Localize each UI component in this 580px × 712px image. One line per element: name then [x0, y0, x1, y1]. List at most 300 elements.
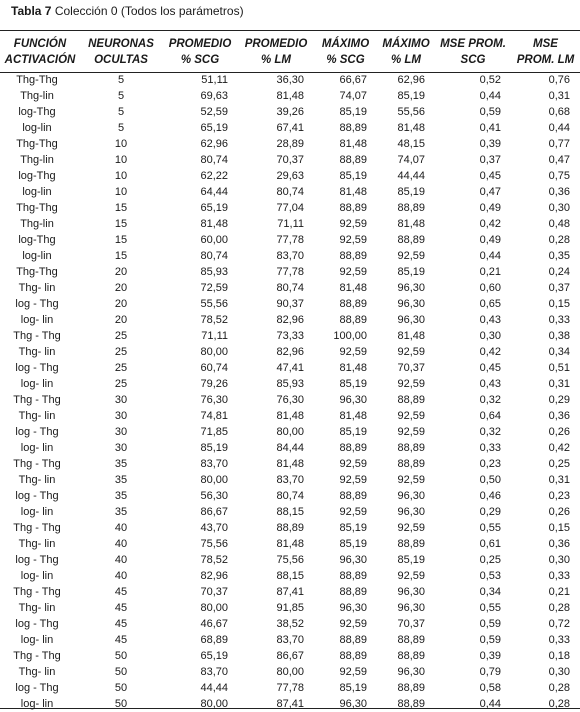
max-scg-cell: 74,07 — [339, 90, 367, 102]
max-scg-cell: 96,30 — [339, 394, 367, 406]
avg-scg-cell: 86,67 — [200, 506, 228, 518]
table-row — [0, 664, 580, 680]
avg-scg-cell: 60,74 — [200, 362, 228, 374]
max-scg-cell: 81,48 — [339, 410, 367, 422]
table-row — [0, 152, 580, 168]
table-row — [0, 536, 580, 552]
max-lm-cell: 88,89 — [397, 202, 425, 214]
table-row — [0, 248, 580, 264]
mse-scg-cell: 0,49 — [479, 202, 501, 214]
neurons-cell: 45 — [114, 618, 128, 630]
col-subheader-scg: SCG — [460, 54, 486, 66]
max-scg-cell: 92,59 — [339, 474, 367, 486]
activation-cell: Thg-Thg — [16, 138, 58, 150]
table-row — [0, 232, 580, 248]
mse-scg-cell: 0,43 — [479, 314, 501, 326]
max-scg-cell: 92,59 — [339, 346, 367, 358]
avg-scg-cell: 62,22 — [200, 170, 228, 182]
mse-scg-cell: 0,55 — [479, 522, 501, 534]
avg-scg-cell: 85,19 — [200, 442, 228, 454]
max-lm-cell: 62,96 — [397, 74, 425, 86]
avg-scg-cell: 80,74 — [200, 154, 228, 166]
max-scg-cell: 88,89 — [339, 122, 367, 134]
col-subheader-activacion: ACTIVACIÓN — [4, 54, 76, 66]
avg-lm-cell: 81,48 — [276, 538, 304, 550]
neurons-cell: 35 — [114, 474, 128, 486]
mse-lm-cell: 0,15 — [548, 522, 570, 534]
table-row — [0, 328, 580, 344]
activation-cell: Thg-Thg — [16, 202, 58, 214]
avg-lm-cell: 81,48 — [276, 458, 304, 470]
avg-lm-cell: 91,85 — [276, 602, 304, 614]
max-scg-cell: 96,30 — [339, 698, 367, 710]
max-scg-cell: 88,89 — [339, 490, 367, 502]
avg-lm-cell: 82,96 — [276, 346, 304, 358]
neurons-cell: 5 — [117, 106, 125, 118]
mse-scg-cell: 0,39 — [479, 138, 501, 150]
mse-scg-cell: 0,59 — [479, 634, 501, 646]
mse-scg-cell: 0,59 — [479, 106, 501, 118]
max-scg-cell: 81,48 — [339, 282, 367, 294]
col-header-mse-scg: MSE PROM. — [440, 38, 506, 50]
mse-lm-cell: 0,28 — [548, 234, 570, 246]
table-row — [0, 312, 580, 328]
mse-lm-cell: 0,30 — [548, 202, 570, 214]
avg-scg-cell: 83,70 — [200, 666, 228, 678]
mse-scg-cell: 0,45 — [479, 170, 501, 182]
mse-scg-cell: 0,60 — [479, 282, 501, 294]
results-table — [0, 36, 580, 712]
avg-scg-cell: 76,30 — [200, 394, 228, 406]
table-row — [0, 360, 580, 376]
activation-cell: Thg - Thg — [13, 394, 61, 406]
table-caption-label: Tabla 7 — [11, 4, 52, 18]
activation-cell: log- lin — [20, 442, 54, 454]
table-row — [0, 440, 580, 456]
max-scg-cell: 88,89 — [339, 298, 367, 310]
col-subheader-max-pct-lm: % LM — [390, 54, 422, 66]
activation-cell: Thg - Thg — [13, 586, 61, 598]
max-lm-cell: 88,89 — [397, 682, 425, 694]
avg-scg-cell: 72,59 — [200, 282, 228, 294]
activation-cell: log- lin — [20, 378, 54, 390]
neurons-cell: 50 — [114, 698, 128, 710]
avg-lm-cell: 86,67 — [276, 650, 304, 662]
mse-scg-cell: 0,44 — [479, 90, 501, 102]
avg-lm-cell: 36,30 — [276, 74, 304, 86]
max-scg-cell: 85,19 — [339, 170, 367, 182]
neurons-cell: 25 — [114, 330, 128, 342]
mse-lm-cell: 0,30 — [548, 666, 570, 678]
mse-scg-cell: 0,47 — [479, 186, 501, 198]
avg-scg-cell: 82,96 — [200, 570, 228, 582]
avg-lm-cell: 77,78 — [276, 234, 304, 246]
avg-scg-cell: 43,70 — [200, 522, 228, 534]
table-row — [0, 264, 580, 280]
mse-lm-cell: 0,24 — [548, 266, 570, 278]
mse-scg-cell: 0,25 — [479, 554, 501, 566]
avg-lm-cell: 77,04 — [276, 202, 304, 214]
max-scg-cell: 96,30 — [339, 554, 367, 566]
table-row — [0, 632, 580, 648]
table-row — [0, 72, 580, 88]
max-scg-cell: 92,59 — [339, 234, 367, 246]
table-row — [0, 600, 580, 616]
activation-cell: log- lin — [20, 570, 54, 582]
activation-cell: log-lin — [22, 122, 52, 134]
mse-scg-cell: 0,30 — [479, 330, 501, 342]
col-header-neuronas: NEURONAS — [88, 38, 154, 50]
neurons-cell: 40 — [114, 538, 128, 550]
max-scg-cell: 85,19 — [339, 426, 367, 438]
avg-scg-cell: 65,19 — [200, 122, 228, 134]
avg-lm-cell: 87,41 — [276, 698, 304, 710]
mse-scg-cell: 0,21 — [479, 266, 501, 278]
activation-cell: log - Thg — [15, 298, 59, 310]
neurons-cell: 15 — [114, 250, 128, 262]
max-lm-cell: 96,30 — [397, 298, 425, 310]
neurons-cell: 25 — [114, 346, 128, 358]
avg-lm-cell: 39,26 — [276, 106, 304, 118]
neurons-cell: 50 — [114, 666, 128, 678]
max-scg-cell: 81,48 — [339, 186, 367, 198]
mse-scg-cell: 0,49 — [479, 234, 501, 246]
mse-lm-cell: 0,31 — [548, 378, 570, 390]
mse-lm-cell: 0,51 — [548, 362, 570, 374]
neurons-cell: 10 — [114, 138, 128, 150]
mse-lm-cell: 0,38 — [548, 330, 570, 342]
avg-scg-cell: 80,00 — [200, 602, 228, 614]
neurons-cell: 40 — [114, 522, 128, 534]
max-scg-cell: 81,48 — [339, 362, 367, 374]
neurons-cell: 25 — [114, 378, 128, 390]
neurons-cell: 5 — [117, 90, 125, 102]
mse-lm-cell: 0,36 — [548, 186, 570, 198]
activation-cell: log - Thg — [15, 618, 59, 630]
table-row — [0, 504, 580, 520]
table-row — [0, 408, 580, 424]
table-row — [0, 520, 580, 536]
activation-cell: Thg- lin — [18, 282, 56, 294]
col-subheader-prom-lm: PROM. LM — [516, 54, 575, 66]
avg-scg-cell: 80,00 — [200, 474, 228, 486]
table-row — [0, 168, 580, 184]
mse-lm-cell: 0,75 — [548, 170, 570, 182]
max-scg-cell: 100,00 — [333, 330, 367, 342]
mse-scg-cell: 0,34 — [479, 586, 501, 598]
activation-cell: Thg-lin — [20, 154, 54, 166]
mse-scg-cell: 0,42 — [479, 218, 501, 230]
max-lm-cell: 92,59 — [397, 474, 425, 486]
avg-lm-cell: 90,37 — [276, 298, 304, 310]
max-scg-cell: 85,19 — [339, 538, 367, 550]
avg-scg-cell: 56,30 — [200, 490, 228, 502]
table-row — [0, 280, 580, 296]
max-lm-cell: 74,07 — [397, 154, 425, 166]
activation-cell: Thg-Thg — [16, 266, 58, 278]
neurons-cell: 45 — [114, 634, 128, 646]
max-lm-cell: 88,89 — [397, 634, 425, 646]
table-top-rule — [0, 30, 580, 31]
avg-lm-cell: 75,56 — [276, 554, 304, 566]
avg-scg-cell: 62,96 — [200, 138, 228, 150]
mse-scg-cell: 0,44 — [479, 698, 501, 710]
avg-lm-cell: 67,41 — [276, 122, 304, 134]
mse-scg-cell: 0,50 — [479, 474, 501, 486]
table-row — [0, 216, 580, 232]
avg-lm-cell: 80,74 — [276, 490, 304, 502]
mse-scg-cell: 0,45 — [479, 362, 501, 374]
avg-scg-cell: 75,56 — [200, 538, 228, 550]
activation-cell: log- lin — [20, 506, 54, 518]
avg-lm-cell: 80,00 — [276, 666, 304, 678]
activation-cell: Thg-lin — [20, 90, 54, 102]
table-row — [0, 696, 580, 712]
max-lm-cell: 96,30 — [397, 602, 425, 614]
table-row — [0, 136, 580, 152]
col-subheader-pct-scg: % SCG — [180, 54, 220, 66]
max-lm-cell: 70,37 — [397, 618, 425, 630]
max-lm-cell: 92,59 — [397, 410, 425, 422]
table-row — [0, 88, 580, 104]
avg-lm-cell: 29,63 — [276, 170, 304, 182]
mse-lm-cell: 0,48 — [548, 218, 570, 230]
neurons-cell: 30 — [114, 410, 128, 422]
max-lm-cell: 81,48 — [397, 122, 425, 134]
mse-scg-cell: 0,58 — [479, 682, 501, 694]
max-scg-cell: 88,89 — [339, 650, 367, 662]
mse-lm-cell: 0,29 — [548, 394, 570, 406]
mse-lm-cell: 0,35 — [548, 250, 570, 262]
table-body — [0, 72, 580, 712]
neurons-cell: 15 — [114, 218, 128, 230]
avg-scg-cell: 68,89 — [200, 634, 228, 646]
mse-scg-cell: 0,39 — [479, 650, 501, 662]
max-scg-cell: 85,19 — [339, 378, 367, 390]
mse-scg-cell: 0,46 — [479, 490, 501, 502]
neurons-cell: 45 — [114, 602, 128, 614]
avg-scg-cell: 81,48 — [200, 218, 228, 230]
activation-cell: Thg-Thg — [16, 74, 58, 86]
avg-lm-cell: 73,33 — [276, 330, 304, 342]
neurons-cell: 5 — [117, 74, 125, 86]
avg-lm-cell: 70,37 — [276, 154, 304, 166]
avg-lm-cell: 81,48 — [276, 90, 304, 102]
col-header-funcion: FUNCIÓN — [13, 38, 67, 50]
activation-cell: Thg- lin — [18, 346, 56, 358]
mse-scg-cell: 0,32 — [479, 426, 501, 438]
neurons-cell: 20 — [114, 314, 128, 326]
activation-cell: Thg-lin — [20, 218, 54, 230]
neurons-cell: 20 — [114, 282, 128, 294]
activation-cell: Thg- lin — [18, 474, 56, 486]
mse-scg-cell: 0,64 — [479, 410, 501, 422]
activation-cell: Thg- lin — [18, 538, 56, 550]
neurons-cell: 5 — [117, 122, 125, 134]
mse-lm-cell: 0,15 — [548, 298, 570, 310]
max-lm-cell: 92,59 — [397, 426, 425, 438]
avg-scg-cell: 71,85 — [200, 426, 228, 438]
neurons-cell: 30 — [114, 394, 128, 406]
activation-cell: Thg - Thg — [13, 458, 61, 470]
avg-scg-cell: 83,70 — [200, 458, 228, 470]
activation-cell: log-Thg — [18, 170, 56, 182]
neurons-cell: 30 — [114, 442, 128, 454]
table-row — [0, 200, 580, 216]
mse-scg-cell: 0,61 — [479, 538, 501, 550]
max-scg-cell: 88,89 — [339, 154, 367, 166]
avg-scg-cell: 78,52 — [200, 314, 228, 326]
table-row — [0, 584, 580, 600]
max-scg-cell: 92,59 — [339, 666, 367, 678]
max-lm-cell: 92,59 — [397, 570, 425, 582]
avg-scg-cell: 85,93 — [200, 266, 228, 278]
avg-lm-cell: 80,74 — [276, 186, 304, 198]
avg-scg-cell: 51,11 — [201, 74, 228, 86]
col-subheader-max-pct-scg: % SCG — [326, 54, 365, 66]
neurons-cell: 35 — [114, 506, 128, 518]
mse-lm-cell: 0,31 — [548, 474, 570, 486]
max-lm-cell: 88,89 — [397, 698, 425, 710]
mse-lm-cell: 0,33 — [548, 314, 570, 326]
neurons-cell: 40 — [114, 554, 128, 566]
activation-cell: log- lin — [20, 698, 54, 710]
col-subheader-pct-lm: % LM — [260, 54, 292, 66]
max-scg-cell: 81,48 — [339, 138, 367, 150]
avg-scg-cell: 80,74 — [200, 250, 228, 262]
avg-lm-cell: 28,89 — [276, 138, 304, 150]
neurons-cell: 10 — [114, 154, 128, 166]
mse-lm-cell: 0,25 — [548, 458, 570, 470]
avg-lm-cell: 71,11 — [277, 218, 304, 230]
max-lm-cell: 85,19 — [397, 186, 425, 198]
mse-lm-cell: 0,26 — [548, 506, 570, 518]
max-lm-cell: 92,59 — [397, 522, 425, 534]
max-scg-cell: 96,30 — [339, 602, 367, 614]
max-scg-cell: 92,59 — [339, 218, 367, 230]
mse-lm-cell: 0,33 — [548, 570, 570, 582]
avg-lm-cell: 88,15 — [276, 570, 304, 582]
table-row — [0, 376, 580, 392]
avg-scg-cell: 80,00 — [200, 346, 228, 358]
table-row — [0, 488, 580, 504]
avg-scg-cell: 52,59 — [200, 106, 228, 118]
max-scg-cell: 88,89 — [339, 634, 367, 646]
max-scg-cell: 85,19 — [339, 682, 367, 694]
activation-cell: log- lin — [20, 314, 54, 326]
max-scg-cell: 88,89 — [339, 250, 367, 262]
activation-cell: log - Thg — [15, 554, 59, 566]
neurons-cell: 15 — [114, 202, 128, 214]
neurons-cell: 35 — [114, 490, 128, 502]
mse-scg-cell: 0,55 — [479, 602, 501, 614]
activation-cell: Thg- lin — [18, 602, 56, 614]
neurons-cell: 50 — [114, 682, 128, 694]
activation-cell: Thg- lin — [18, 410, 56, 422]
activation-cell: log - Thg — [15, 490, 59, 502]
neurons-cell: 45 — [114, 586, 128, 598]
avg-lm-cell: 77,78 — [276, 266, 304, 278]
neurons-cell: 30 — [114, 426, 128, 438]
max-scg-cell: 66,67 — [339, 74, 367, 86]
max-lm-cell: 92,59 — [397, 378, 425, 390]
mse-lm-cell: 0,28 — [548, 682, 570, 694]
table-row — [0, 568, 580, 584]
activation-cell: log-lin — [22, 186, 52, 198]
table-row — [0, 648, 580, 664]
mse-lm-cell: 0,77 — [548, 138, 570, 150]
max-lm-cell: 88,89 — [397, 234, 425, 246]
mse-lm-cell: 0,36 — [548, 538, 570, 550]
max-scg-cell: 85,19 — [339, 106, 367, 118]
neurons-cell: 20 — [114, 298, 128, 310]
mse-scg-cell: 0,59 — [479, 618, 501, 630]
activation-cell: log- lin — [20, 634, 54, 646]
avg-lm-cell: 76,30 — [276, 394, 304, 406]
avg-scg-cell: 71,11 — [201, 330, 228, 342]
activation-cell: Thg - Thg — [13, 522, 61, 534]
mse-lm-cell: 0,37 — [548, 282, 570, 294]
avg-scg-cell: 79,26 — [200, 378, 228, 390]
max-lm-cell: 85,19 — [397, 266, 425, 278]
max-lm-cell: 92,59 — [397, 346, 425, 358]
header-row-2 — [0, 52, 580, 72]
max-scg-cell: 92,59 — [339, 458, 367, 470]
table-row — [0, 472, 580, 488]
table-row — [0, 392, 580, 408]
max-scg-cell: 88,89 — [339, 442, 367, 454]
max-scg-cell: 92,59 — [339, 506, 367, 518]
mse-lm-cell: 0,18 — [548, 650, 570, 662]
max-lm-cell: 96,30 — [397, 282, 425, 294]
mse-lm-cell: 0,33 — [548, 634, 570, 646]
activation-cell: log-Thg — [18, 234, 56, 246]
mse-lm-cell: 0,30 — [548, 554, 570, 566]
col-header-maximo-lm: MÁXIMO — [382, 38, 430, 50]
max-scg-cell: 92,59 — [339, 266, 367, 278]
avg-lm-cell: 84,44 — [276, 442, 304, 454]
avg-lm-cell: 83,70 — [276, 474, 304, 486]
col-header-promedio-scg: PROMEDIO — [168, 38, 232, 50]
col-header-mse-lm: MSE — [533, 38, 558, 50]
max-scg-cell: 85,19 — [339, 522, 367, 534]
table-row — [0, 552, 580, 568]
avg-lm-cell: 88,15 — [276, 506, 304, 518]
avg-scg-cell: 46,67 — [200, 618, 228, 630]
mse-lm-cell: 0,21 — [548, 586, 570, 598]
avg-scg-cell: 80,00 — [200, 698, 228, 710]
activation-cell: Thg - Thg — [13, 650, 61, 662]
neurons-cell: 50 — [114, 650, 128, 662]
avg-lm-cell: 87,41 — [276, 586, 304, 598]
table-row — [0, 120, 580, 136]
col-header-promedio-lm: PROMEDIO — [244, 38, 308, 50]
mse-scg-cell: 0,79 — [479, 666, 501, 678]
mse-scg-cell: 0,53 — [479, 570, 501, 582]
table-row — [0, 296, 580, 312]
max-lm-cell: 96,30 — [397, 586, 425, 598]
mse-scg-cell: 0,65 — [479, 298, 501, 310]
max-lm-cell: 81,48 — [397, 218, 425, 230]
mse-scg-cell: 0,41 — [479, 122, 501, 134]
table-row — [0, 184, 580, 200]
table-row — [0, 680, 580, 696]
mse-scg-cell: 0,52 — [479, 74, 501, 86]
activation-cell: log - Thg — [15, 362, 59, 374]
max-lm-cell: 85,19 — [397, 554, 425, 566]
mse-lm-cell: 0,42 — [548, 442, 570, 454]
max-lm-cell: 81,48 — [397, 330, 425, 342]
